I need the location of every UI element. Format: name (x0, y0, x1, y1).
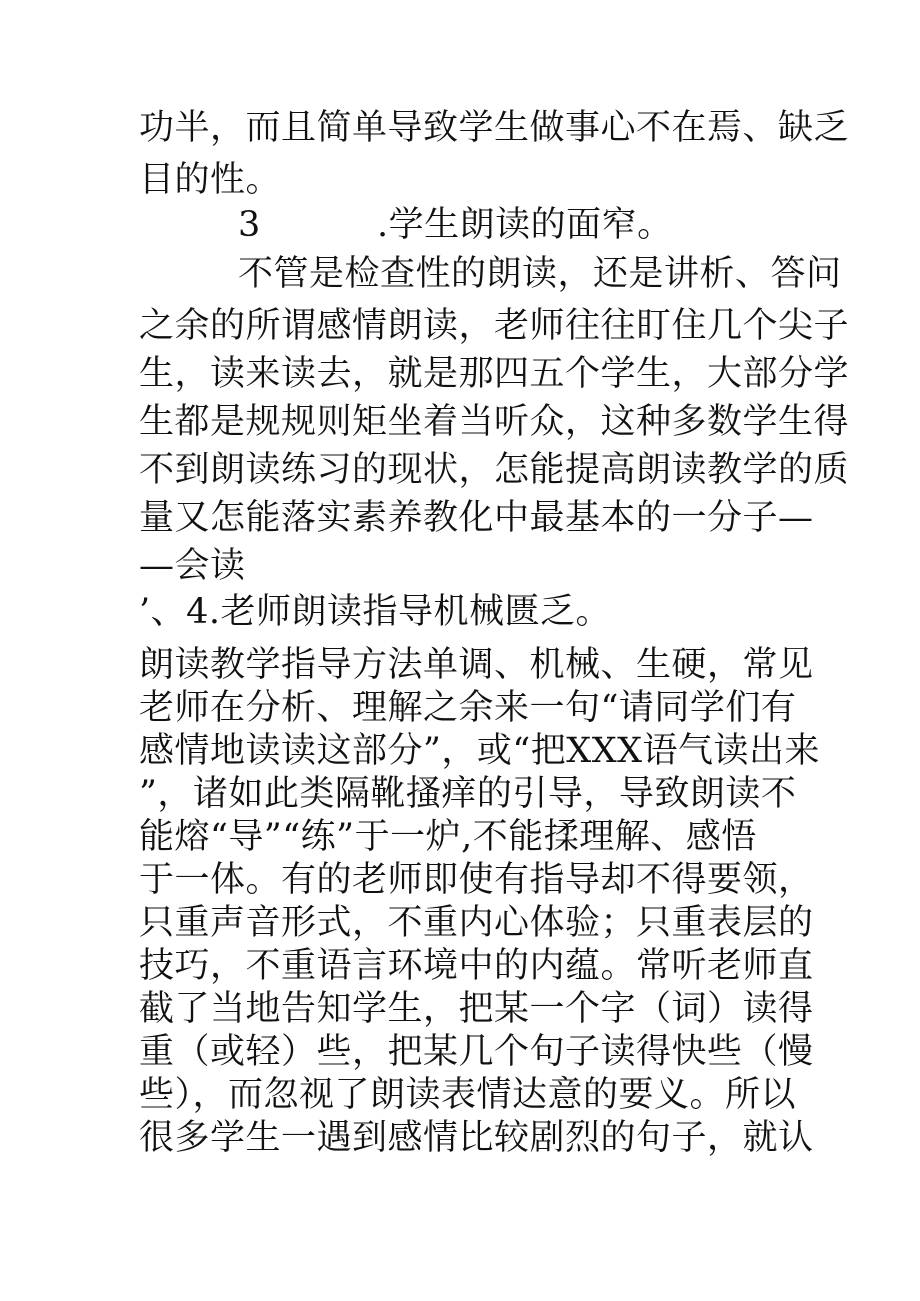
text-line-23: 很多学生一遇到感情比较剧烈的句子，就认 (139, 1118, 814, 1158)
text-line-1: 功半，而且简单导致学生做事心不在焉、缺乏 (139, 108, 850, 148)
text-line-22: 些），而忽视了朗读表情达意的要义。所以 (139, 1075, 797, 1115)
text-line-17: 于一体。有的老师即使有指导却不得要领， (139, 860, 814, 900)
text-line-18: 只重声音形式，不重内心体验；只重表层的 (139, 903, 814, 943)
section-heading-3: 3 .学生朗读的面窄。 (238, 205, 673, 245)
text-line-4: 不管是检查性的朗读，还是讲析、答问 (238, 254, 842, 294)
text-line-8: 不到朗读练习的现状，怎能提高朗读教学的质 (139, 450, 850, 490)
section-heading-4: ’、4.老师朗读指导机械匮乏。 (139, 592, 612, 632)
text-line-19: 技巧，不重语言环境中的内蕴。常听老师直 (139, 946, 814, 986)
text-line-16: 能熔“导”“练”于一炉,不能揉理解、感悟 (139, 817, 757, 857)
text-line-6: 生，读来读去，就是那四五个学生，大部分学 (139, 354, 850, 394)
text-line-9: 量又怎能落实素养教化中最基本的一分子— (139, 498, 814, 538)
text-line-7: 生都是规规则矩坐着当听众，这种多数学生得 (139, 402, 850, 442)
text-line-13: 老师在分析、理解之余来一句“请同学们有 (139, 688, 797, 728)
text-line-12: 朗读教学指导方法单调、机械、生硬，常见 (139, 645, 814, 685)
text-line-5: 之余的所谓感情朗读，老师往往盯住几个尖子 (139, 306, 850, 346)
text-line-14: 感情地读读这部分”，或“把XXX语气读出来 (139, 731, 821, 771)
text-line-10: —会读 (139, 546, 246, 586)
text-line-20: 截了当地告知学生，把某一个字（词）读得 (139, 989, 814, 1029)
text-line-21: 重（或轻）些，把某几个句子读得快些（慢 (139, 1032, 814, 1072)
text-line-2: 目的性。 (139, 160, 282, 200)
text-line-15: ”，诸如此类隔靴搔痒的引导，导致朗读不 (139, 774, 797, 814)
